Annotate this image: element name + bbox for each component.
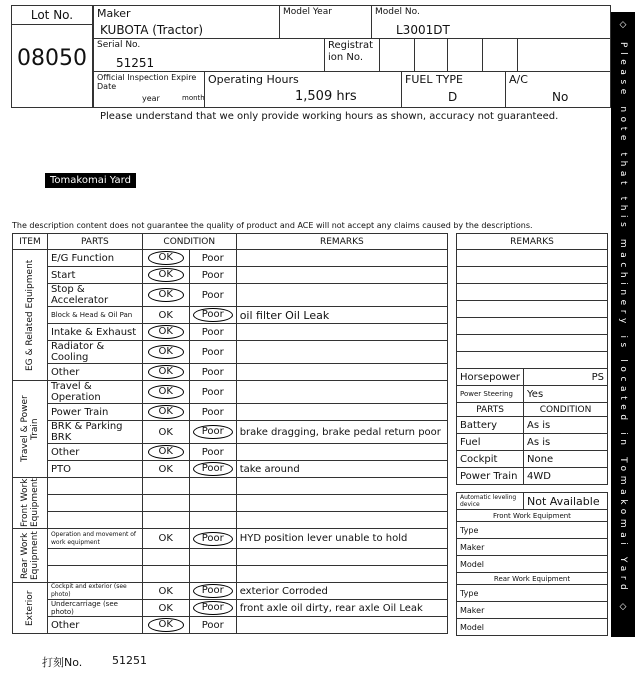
right-panel [456, 233, 608, 636]
registration-label: Registrat ion No. [328, 40, 374, 63]
poor-text: Poor [189, 250, 236, 267]
ok-mark: OK [148, 365, 184, 379]
poor-text: Poor [189, 617, 236, 634]
part-name: Stop & Accelerator [47, 284, 142, 307]
poor-mark: Poor [193, 584, 233, 598]
stamp-label: 打刻No. [42, 656, 83, 669]
part-name: Block & Head & Oil Pan [47, 307, 142, 324]
part-name: Other [47, 364, 142, 381]
part-name: Cockpit and exterior (see photo) [47, 583, 142, 600]
part-name: E/G Function [47, 250, 142, 267]
col-condition: CONDITION [142, 234, 236, 250]
reg-box-1 [379, 38, 415, 72]
group-rear [13, 529, 48, 583]
fuel-type-cell [401, 71, 506, 108]
part-name: Intake & Exhaust [47, 324, 142, 341]
ok-text: OK [142, 307, 189, 324]
hours-label: Operating Hours [208, 73, 299, 86]
col-remarks: REMARKS [236, 234, 447, 250]
lot-box [11, 5, 93, 108]
poor-text: Poor [189, 341, 236, 364]
remark: HYD position lever unable to hold [236, 529, 447, 549]
ac-value: No [552, 90, 569, 104]
poor-mark: Poor [193, 425, 233, 439]
remark [236, 250, 447, 267]
right-remarks-header: REMARKS [457, 234, 608, 250]
part-name: BRK & Parking BRK [47, 421, 142, 444]
fuel-type-label: FUEL TYPE [405, 73, 463, 86]
group-rear-label: Rear Work Equipment [19, 531, 40, 580]
remark: oil filter Oil Leak [236, 307, 447, 324]
hours-value: 1,509 hrs [295, 89, 357, 104]
group-travel-label: Travel & Power Train [19, 395, 40, 463]
rear-maker-label: Maker [457, 602, 608, 619]
remark [236, 364, 447, 381]
fuel-type-value: D [448, 90, 458, 104]
maker-cell [93, 5, 280, 39]
poor-text: Poor [189, 324, 236, 341]
ok-mark: OK [148, 618, 184, 632]
yard-badge: Tomakomai Yard [45, 173, 136, 188]
part-name: Power Train [47, 404, 142, 421]
reg-box-2 [414, 38, 448, 72]
col-parts: PARTS [47, 234, 142, 250]
remark: exterior Corroded [236, 583, 447, 600]
part-name: Other [47, 617, 142, 634]
ok-text: OK [142, 461, 189, 478]
remark: front axle oil dirty, rear axle Oil Leak [236, 600, 447, 617]
hours-notice: Please understand that we only provide working hours as shown, accuracy not guaranteed. [100, 111, 559, 122]
model-no-value: L3001DT [396, 23, 450, 37]
right-condition-header: CONDITION [524, 403, 608, 417]
serial-label: Serial No. [97, 40, 141, 50]
horsepower-label: Horsepower [457, 369, 524, 386]
group-eg-label: EG & Related Equipment [24, 259, 35, 371]
group-eg [13, 250, 48, 381]
part-name: Travel & Operation [47, 381, 142, 404]
reg-box-4 [482, 38, 518, 72]
sidebar-text: ◇ Please note that this machinery is located in Tomakomai Yard ◇ [618, 20, 628, 617]
lot-number: 08050 [17, 46, 87, 71]
ac-cell [505, 71, 611, 108]
group-front-label: Front Work Equipment [19, 478, 40, 528]
ok-mark: OK [148, 288, 184, 302]
rear-type-label: Type [457, 585, 608, 602]
ok-text: OK [142, 600, 189, 617]
part-name: Other [47, 444, 142, 461]
poor-mark: Poor [193, 601, 233, 615]
fuel-value: As is [524, 434, 608, 451]
auto-level-label: Automatic leveling device [457, 493, 524, 510]
part-name: Operation and movement of work equipment [47, 529, 142, 549]
remark [236, 324, 447, 341]
ok-mark: OK [148, 345, 184, 359]
part-name: PTO [47, 461, 142, 478]
reg-box-3 [447, 38, 483, 72]
ok-mark: OK [148, 405, 184, 419]
inspection-cell [93, 71, 205, 108]
remark [236, 404, 447, 421]
inspection-label: Official Inspection Expire Date [97, 73, 197, 91]
poor-text: Poor [189, 284, 236, 307]
model-no-cell [371, 5, 611, 39]
reg-box-5 [517, 38, 611, 72]
remark: take around [236, 461, 447, 478]
lot-label: Lot No. [12, 6, 92, 25]
month-label: month [182, 94, 205, 102]
cockpit-value: None [524, 451, 608, 468]
stamp-value: 51251 [112, 654, 147, 667]
front-type-label: Type [457, 522, 608, 539]
battery-label: Battery [457, 417, 524, 434]
rear-model-label: Model [457, 619, 608, 636]
serial-value: 51251 [116, 56, 155, 70]
maker-value: KUBOTA (Tractor) [100, 23, 204, 37]
power-steering-value: Yes [524, 386, 608, 403]
ok-mark: OK [148, 445, 184, 459]
remark [236, 267, 447, 284]
remark: brake dragging, brake pedal return poor [236, 421, 447, 444]
front-maker-label: Maker [457, 539, 608, 556]
remark [236, 341, 447, 364]
registration-cell [324, 38, 380, 72]
poor-text: Poor [189, 364, 236, 381]
poor-mark: Poor [193, 462, 233, 476]
part-name: Radiator & Cooling [47, 341, 142, 364]
col-item: ITEM [13, 234, 48, 250]
poor-mark: Poor [193, 308, 233, 322]
poor-text: Poor [189, 381, 236, 404]
model-no-label: Model No. [375, 7, 420, 17]
remark [236, 444, 447, 461]
right-parts-header: PARTS [457, 403, 524, 417]
ok-text: OK [142, 583, 189, 600]
poor-text: Poor [189, 444, 236, 461]
year-label: year [142, 94, 160, 103]
ac-label: A/C [509, 73, 528, 86]
part-name: Undercarriage (see photo) [47, 600, 142, 617]
ok-text: OK [142, 421, 189, 444]
part-name: Start [47, 267, 142, 284]
poor-text: Poor [189, 404, 236, 421]
front-model-label: Model [457, 556, 608, 573]
power-train-label: Power Train [457, 468, 524, 485]
fuel-label: Fuel [457, 434, 524, 451]
auto-level-value: Not Available [524, 493, 608, 510]
maker-label: Maker [97, 7, 131, 20]
model-year-label: Model Year [283, 7, 332, 17]
remark [236, 284, 447, 307]
location-sidebar [611, 12, 635, 637]
ok-mark: OK [148, 251, 184, 265]
ok-mark: OK [148, 325, 184, 339]
poor-text: Poor [189, 267, 236, 284]
front-work-header: Front Work Equipment [457, 510, 608, 522]
cockpit-label: Cockpit [457, 451, 524, 468]
condition-table [12, 233, 448, 634]
power-steering-label: Power Steering [457, 386, 524, 403]
horsepower-unit: PS [524, 369, 608, 386]
power-train-value: 4WD [524, 468, 608, 485]
ok-mark: OK [148, 268, 184, 282]
rear-work-header: Rear Work Equipment [457, 573, 608, 585]
disclaimer: The description content does not guarantee the quality of product and ACE will not accept any claims caused by the descriptions. [12, 221, 533, 230]
group-exterior [13, 583, 48, 634]
serial-cell [93, 38, 325, 72]
ok-text: OK [142, 529, 189, 549]
remark [236, 381, 447, 404]
group-front [13, 478, 48, 529]
poor-mark: Poor [193, 532, 233, 546]
ok-mark: OK [148, 385, 184, 399]
group-travel [13, 381, 48, 478]
battery-value: As is [524, 417, 608, 434]
model-year-cell [279, 5, 372, 39]
group-exterior-label: Exterior [24, 590, 35, 626]
hours-cell [204, 71, 402, 108]
remark [236, 617, 447, 634]
